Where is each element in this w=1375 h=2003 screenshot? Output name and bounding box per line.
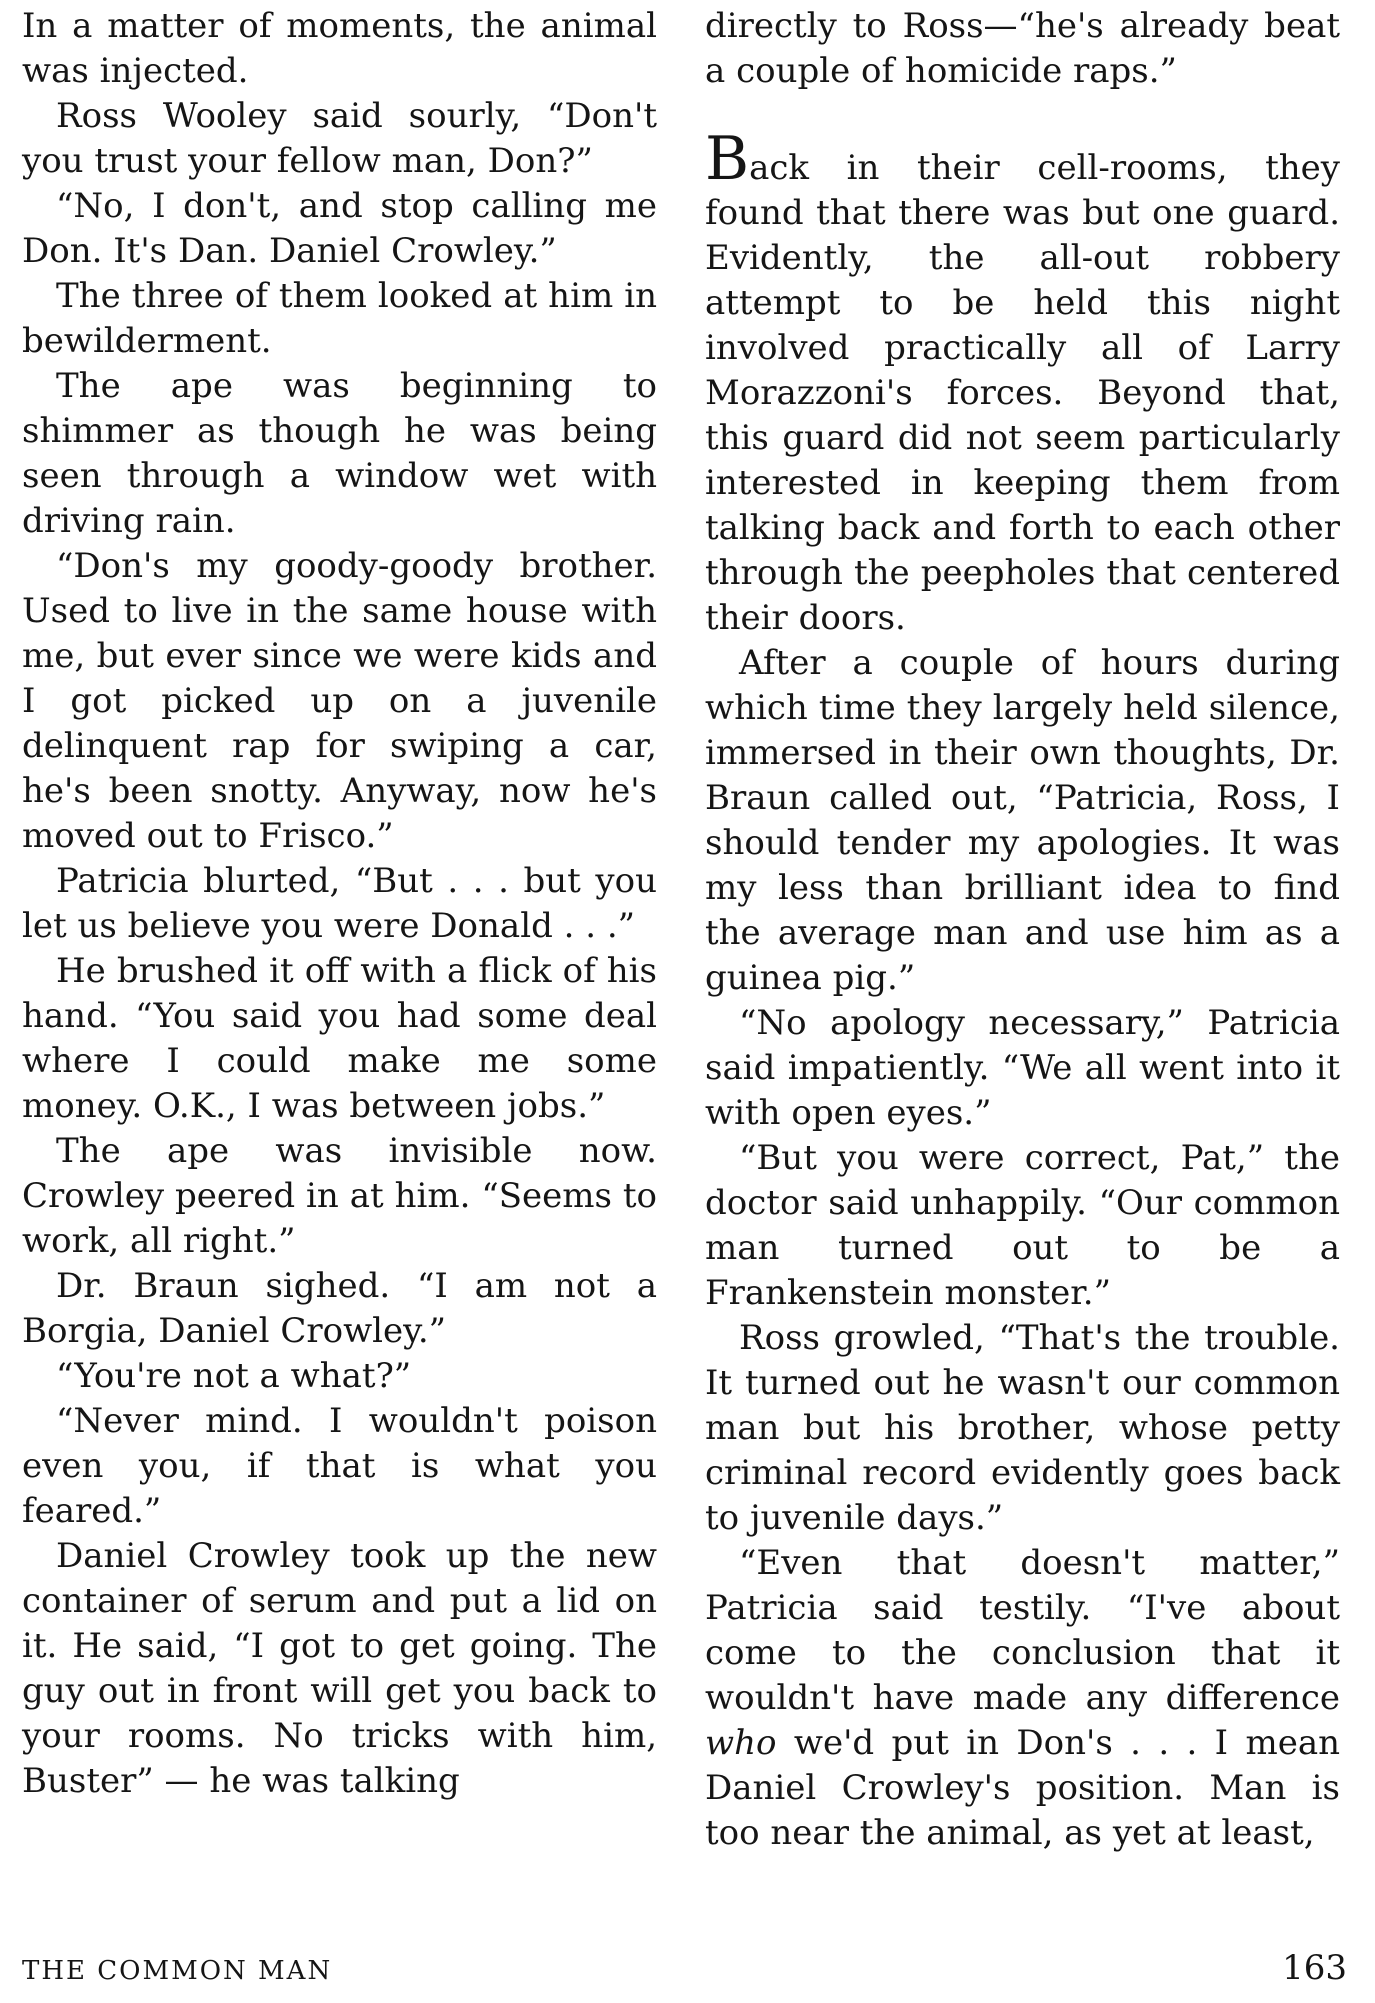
paragraph: Patricia blurted, “But . . . but you let us believe you were Donald . . .” xyxy=(22,861,657,946)
paragraph-text: “Even that doesn't matter,” Patricia said testily. “I've about come to the conclusion that it wouldn't have made any difference xyxy=(705,1543,1340,1718)
paragraph: “No, I don't, and stop calling me Don. It's Dan. Daniel Crowley.” xyxy=(22,186,657,271)
left-column xyxy=(22,4,657,1804)
drop-cap: B xyxy=(705,124,750,194)
paragraph: “Never mind. I wouldn't poison even you, if that is what you feared.” xyxy=(22,1401,657,1531)
paragraph: “You're not a what?” xyxy=(56,1356,412,1396)
paragraph: Daniel Crowley took up the new container of serum and put a lid on it. He said, “I got to get going. The guy out in front will get you back to your rooms. No tricks with him, Buster” — he was talking xyxy=(22,1536,657,1801)
paragraph: He brushed it off with a flick of his hand. “You said you had some deal where I could make me some money. O.K., I was between jobs.” xyxy=(22,951,657,1126)
paragraph: Ross Wooley said sourly, “Don't you trust your fellow man, Don?” xyxy=(22,96,657,181)
paragraph: “No apology necessary,” Patricia said impatiently. “We all went into it with open eyes.” xyxy=(705,1003,1340,1133)
paragraph: After a couple of hours during which time they largely held silence, immersed in their own thoughts, Dr. Braun called out, “Patricia, Ross, I should tender my apologies. It was my less than brilliant idea to find the average man and use him as a guinea pig.” xyxy=(705,643,1340,998)
paragraph xyxy=(705,1541,1340,1856)
paragraph: The ape was invisible now. Crowley peered in at him. “Seems to work, all right.” xyxy=(22,1131,657,1261)
paragraph: The ape was beginning to shimmer as though he was being seen through a window wet with driving rain. xyxy=(22,366,657,541)
paragraph: In a matter of moments, the animal was injected. xyxy=(22,6,657,91)
running-head: THE COMMON MAN xyxy=(22,1956,333,1986)
paragraph-continuation: directly to Ross—“he's already beat a couple of homicide raps.” xyxy=(705,6,1340,91)
paragraph: Ross growled, “That's the trouble. It turned out he wasn't our common man but his brother, whose petty criminal record evidently goes back to juvenile days.” xyxy=(705,1318,1340,1538)
page-footer xyxy=(22,1948,1353,1998)
paragraph-text: ack in their cell-rooms, they found that there was but one guard. Evidently, the all-out robbery attempt to be held this night involved practically all of Larry Morazzoni's forces. Beyond that, this guard did not seem particularly interested in keeping them from talking back and forth to each other through the peepholes that centered their doors. xyxy=(705,148,1340,638)
emphasis-text: who xyxy=(705,1723,777,1763)
paragraph: Dr. Braun sighed. “I am not a Borgia, Daniel Crowley.” xyxy=(22,1266,657,1351)
section-opening-paragraph xyxy=(705,124,1340,641)
paragraph: The three of them looked at him in bewilderment. xyxy=(22,276,657,361)
paragraph: “But you were correct, Pat,” the doctor said unhappily. “Our common man turned out to be a Frankenstein monster.” xyxy=(705,1138,1340,1313)
page-number: 163 xyxy=(1282,1948,1347,1988)
right-column xyxy=(705,4,1340,1856)
paragraph-text: we'd put in Don's . . . I mean Daniel Crowley's position. Man is too near the animal, as yet at least, xyxy=(705,1723,1340,1853)
paragraph: “Don's my goody-goody brother. Used to live in the same house with me, but ever since we were kids and I got picked up on a juvenile delinquent rap for swiping a car, he's been snotty. Anyway, now he's moved out to Frisco.” xyxy=(22,546,657,856)
